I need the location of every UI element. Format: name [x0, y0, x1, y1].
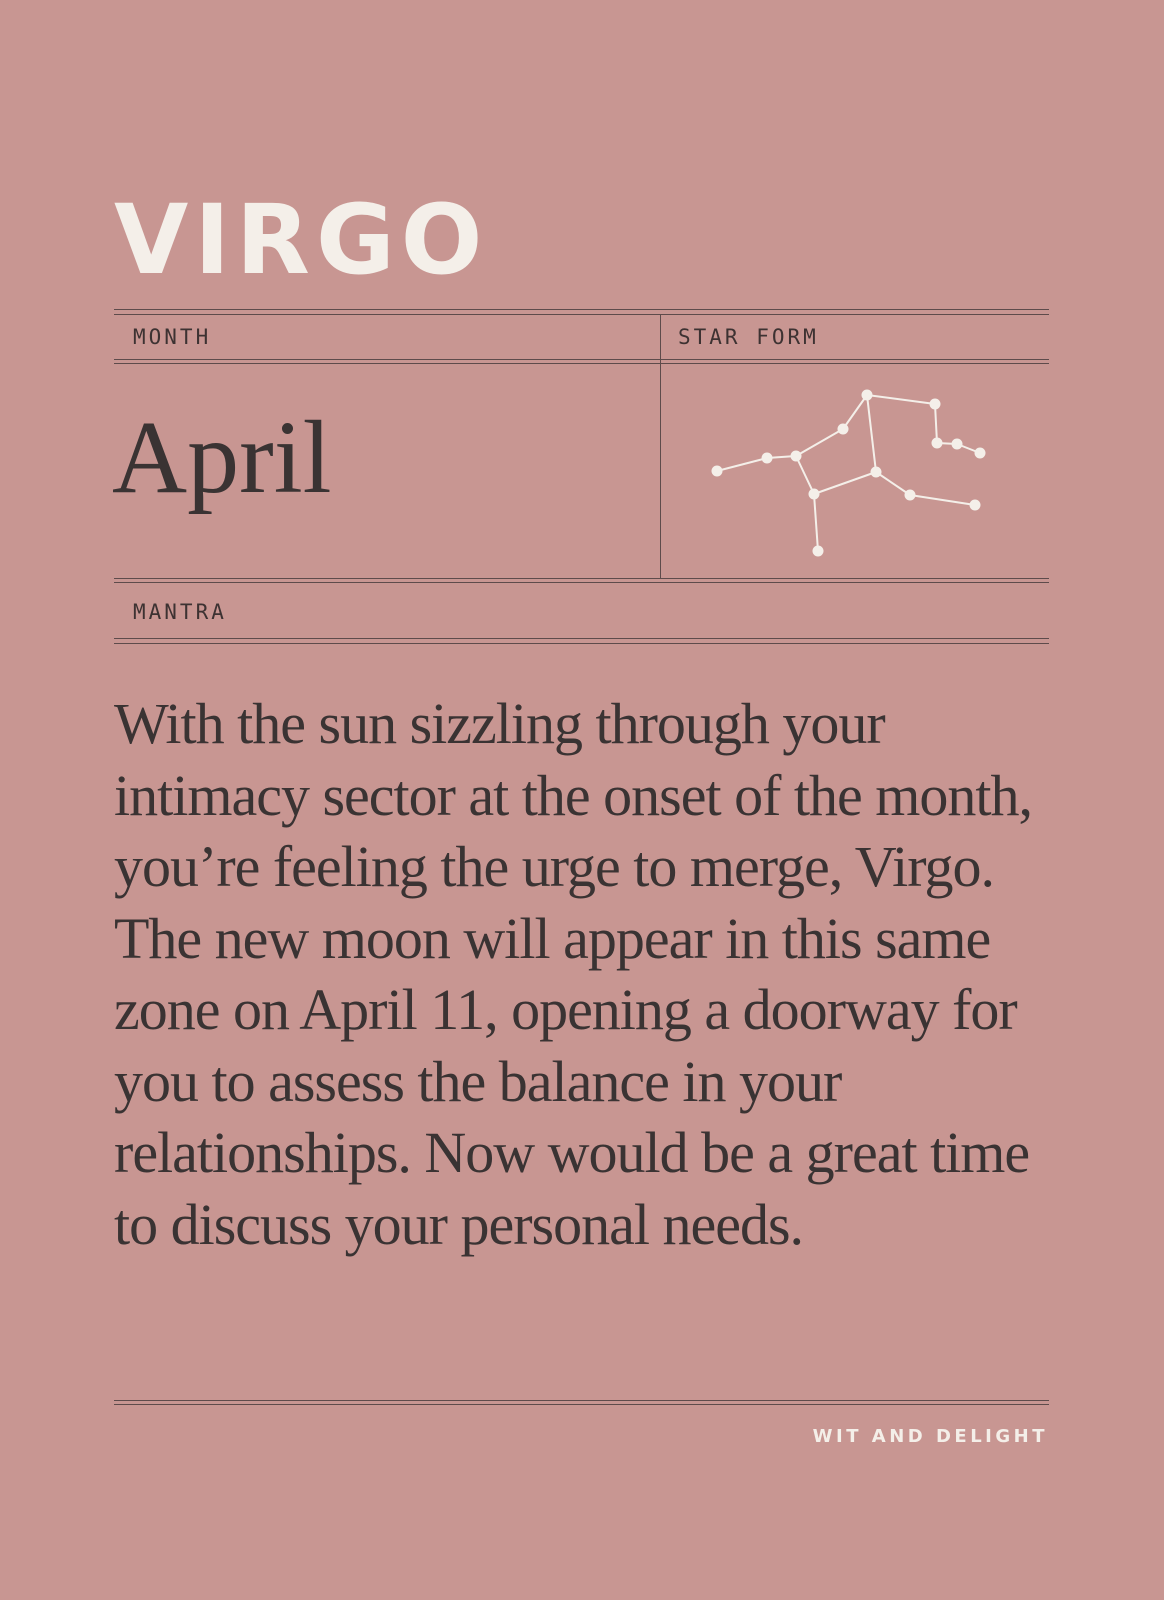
- divider-footer-b: [114, 1404, 1049, 1405]
- divider-mantra-b: [114, 643, 1049, 644]
- mantra-text: With the sun sizzling through your intimacy sector at the onset of the month, you’re feeling the urge to merge, Virgo. The new moon will appear in this same zone on April 11, opening a doorway for you to assess the balance in your relationships. Now would be a great time to discuss your personal needs.: [114, 691, 1032, 1257]
- sign-title: VIRGO: [114, 184, 489, 296]
- month-value: April: [112, 400, 332, 515]
- star-form-label: STAR FORM: [678, 325, 819, 349]
- divider-mantra-a: [114, 638, 1049, 639]
- mantra-label: MANTRA: [133, 600, 227, 624]
- divider-mid-b: [114, 582, 1049, 583]
- divider-mid-a: [114, 578, 1049, 579]
- brand-wordmark: WIT AND DELIGHT: [812, 1426, 1048, 1447]
- month-label: MONTH: [133, 325, 212, 349]
- divider-footer-a: [114, 1400, 1049, 1401]
